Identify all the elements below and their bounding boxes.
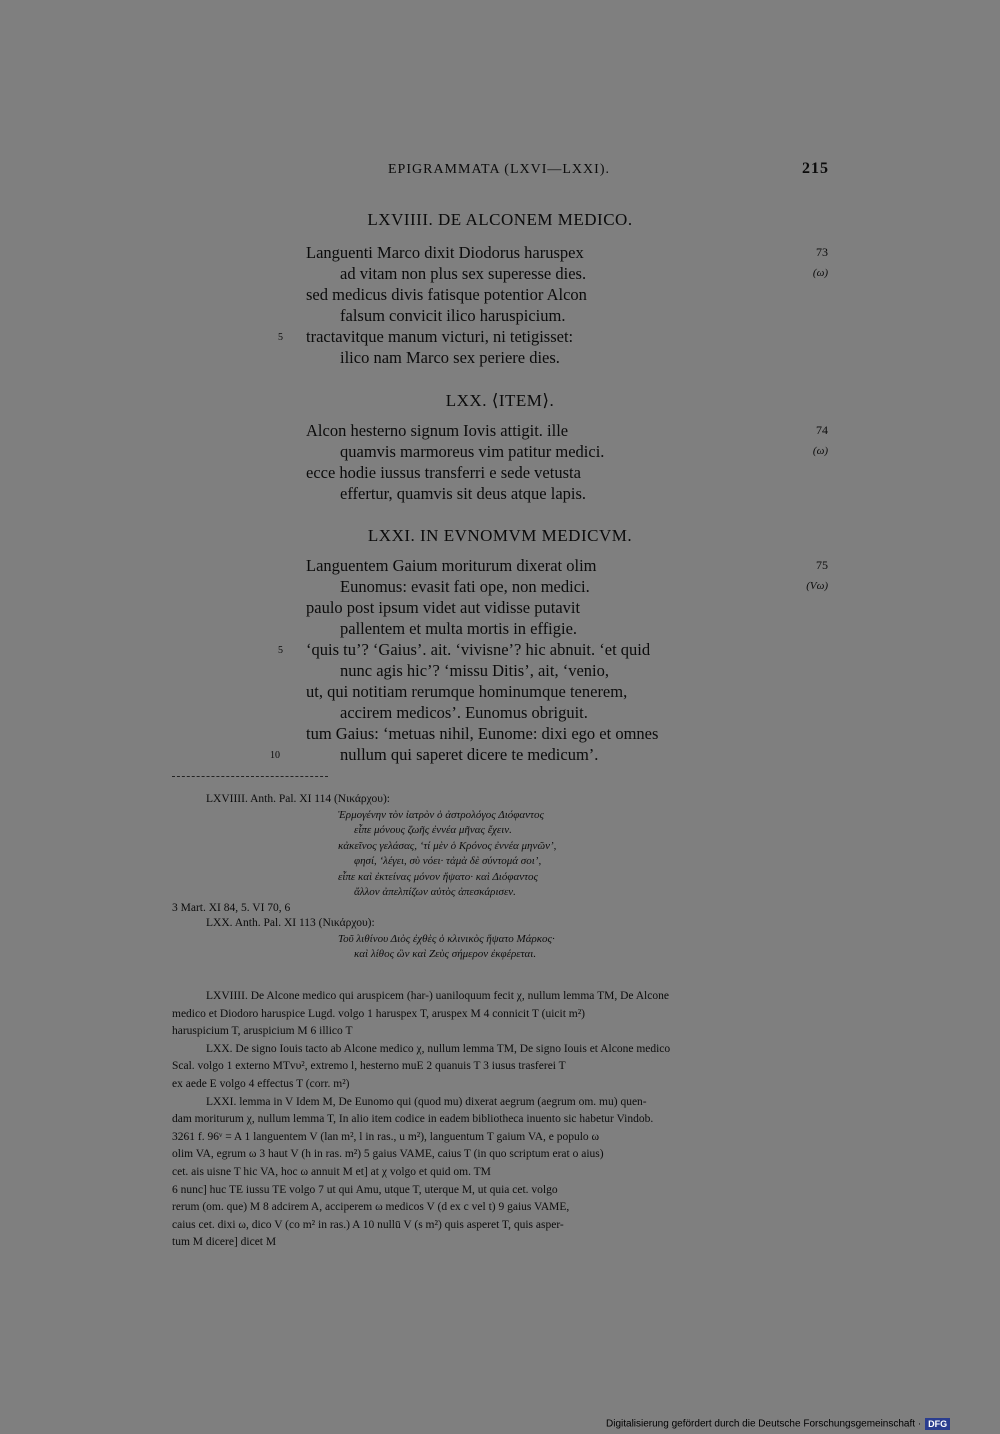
apparatus-line: cet. ais uisne T hic VA, hoc ω annuit M et] at χ volgo et quid om. TM — [172, 1165, 491, 1178]
testimonia-text: εἶπε καὶ ἐκτείνας μόνον ἥψατο· καὶ Διόφαντος — [338, 870, 539, 883]
testimonia-line — [0, 839, 1000, 855]
verse-text: Languentem Gaium moriturum dixerat olim — [306, 556, 597, 575]
verse-line — [0, 242, 1000, 263]
verse-line — [0, 618, 1000, 639]
verse-line — [0, 597, 1000, 618]
verse-line — [0, 305, 1000, 326]
testimonia-text: LXVIIII. Anth. Pal. XI 114 (Νικάρχου): — [206, 793, 390, 805]
verse-line — [0, 660, 1000, 681]
verse-line — [0, 284, 1000, 305]
poem-heading: LXXI. IN EVNOMVM MEDICVM. — [367, 526, 633, 545]
verse-text: paulo post ipsum videt aut vidisse putavit — [306, 598, 581, 617]
apparatus-line: dam moriturum χ, nullum lemma T, In alio item codice in eadem bibliotheca inuento sic habetur Vindob. — [172, 1113, 654, 1126]
verse-line — [0, 702, 1000, 723]
verse-text: tractavitque manum victuri, ni tetigisset: — [306, 327, 574, 346]
testimonia-text: 3 Mart. XI 84, 5. VI 70, 6 — [172, 901, 291, 914]
verse-line — [0, 347, 1000, 368]
epigram-number: 75 — [816, 558, 828, 572]
verse-line — [0, 326, 1000, 347]
verse-text: Alcon hesterno signum Iovis attigit. ille — [306, 421, 569, 440]
testimonia-line — [0, 932, 1000, 948]
verse-line — [0, 462, 1000, 483]
verse-line — [0, 723, 1000, 744]
verse-text: sed medicus divis fatisque potentior Alcon — [306, 285, 587, 304]
verse-line — [0, 576, 1000, 597]
verse-text: ilico nam Marco sex periere dies. — [340, 348, 560, 367]
verse-line — [0, 483, 1000, 504]
testimonia-text: καὶ λίθος ὢν καὶ Ζεὺς σήμερον ἐκφέρεται. — [354, 948, 537, 960]
verse-text: ecce hodie iussus transferri e sede vetusta — [306, 463, 581, 482]
testimonia-text: φησί, ‘λέγει, σὺ νόει· τἀμὰ δὲ σύντομά σοι’, — [354, 855, 542, 867]
testimonia-section — [0, 792, 1000, 963]
apparatus-line: LXVIIII. De Alcone medico qui aruspicem (har-) uaniloquum fecit χ, nullum lemma TM, De Alcone — [206, 990, 669, 1002]
apparatus-line: medico et Diodoro haruspice Lugd. volgo 1 haruspex T, aruspex M 4 connicit T (uicit m²) — [172, 1007, 585, 1020]
verse-line — [0, 639, 1000, 660]
testimonia-line — [0, 947, 1000, 963]
epigram-number: 73 — [816, 245, 828, 259]
verse-text: nunc agis hic’? ‘missu Ditis’, ait, ‘venio, — [340, 661, 609, 680]
line-number: 5 — [278, 645, 283, 656]
apparatus-line: olim VA, egrum ω 3 haut V (h in ras. m²) 5 gaius VAME, caius T (in quo scriptum erat o aius) — [172, 1148, 604, 1161]
epigram-number: 74 — [816, 423, 828, 437]
testimonia-line — [0, 901, 1000, 917]
verse-text: nullum qui saperet dicere te medicum’. — [340, 745, 599, 764]
line-number: 10 — [270, 750, 280, 761]
testimonia-text: Ἑρμογένην τὸν ἰατρὸν ὁ ἀστρολόγος Διόφαντος — [338, 808, 544, 821]
funding-footer — [606, 1418, 950, 1432]
apparatus-line: Scal. volgo 1 externo MTvυ², extremo l, hesterno muE 2 quanuis T 3 iusus trasferei T — [172, 1060, 566, 1073]
poem-heading: LXVIIII. DE ALCONEM MEDICO. — [367, 210, 633, 229]
testimonia-line — [0, 916, 1000, 932]
apparatus-line: LXX. De signo Iouis tacto ab Alcone medico χ, nullum lemma TM, De signo Iouis et Alcone medico — [206, 1042, 671, 1055]
testimonia-text: εἶπε μόνους ζωῆς ἐννέα μῆνας ἔχειν. — [354, 824, 512, 836]
verse-text: tum Gaius: ‘metuas nihil, Eunome: dixi ego et omnes — [306, 724, 659, 743]
apparatus-line: 3261 f. 96ᵛ = A 1 languentem V (lan m², l in ras., u m²), languentum T gaium VA, e populo ω — [172, 1130, 600, 1143]
verse-text: ut, qui notitiam rerumque hominumque tenerem, — [306, 682, 628, 701]
verse-text: pallentem et multa mortis in effigie. — [340, 619, 578, 638]
testimonia-line — [0, 885, 1000, 901]
verse-text: Eunomus: evasit fati ope, non medici. — [340, 577, 590, 596]
testimonia-line — [0, 823, 1000, 839]
apparatus-line: ex aede E volgo 4 effectus T (corr. m²) — [172, 1077, 350, 1090]
footnote-rule — [172, 776, 328, 777]
critical-apparatus — [172, 988, 830, 1252]
verse-text: effertur, quamvis sit deus atque lapis. — [340, 484, 587, 503]
verse-text: falsum convicit ilico haruspicium. — [340, 306, 566, 325]
testimonia-line — [0, 870, 1000, 886]
testimonia-line — [0, 792, 1000, 808]
apparatus-line: caius cet. dixi ω, dico V (co m² in ras.) A 10 nullū V (s m²) quis asperet T, quis asper- — [172, 1218, 564, 1231]
running-head-title: EPIGRAMMATA (LXVI—LXXI). — [388, 162, 610, 177]
verse-text: ‘quis tu’? ‘Gaius’. ait. ‘vivisne’? hic abnuit. ‘et quid — [306, 640, 651, 659]
testimonia-line — [0, 808, 1000, 824]
verse-line — [0, 555, 1000, 576]
poem-lxx — [0, 420, 1000, 504]
poem-lxxi — [0, 555, 1000, 765]
apparatus-line: rerum (om. que) M 8 adcirem A, acciperem ω medicos V (d ex c vel t) 9 gaius VAME, — [172, 1201, 570, 1214]
testimonia-text: ἄλλον ἀπελπίζων αὐτὸς ἀπεσκάρισεν. — [354, 886, 516, 898]
manuscript-siglum: (ω) — [812, 445, 828, 457]
verse-line — [0, 420, 1000, 441]
testimonia-text: LXX. Anth. Pal. XI 113 (Νικάρχου): — [206, 917, 375, 929]
poem-heading: LXX. ⟨ITEM⟩. — [445, 391, 555, 410]
verse-text: accirem medicos’. Eunomus obriguit. — [340, 703, 588, 722]
verse-line — [0, 441, 1000, 462]
testimonia-line — [0, 854, 1000, 870]
verse-text: quamvis marmoreus vim patitur medici. — [340, 442, 605, 461]
apparatus-line: LXXI. lemma in V Idem M, De Eunomo qui (quod mu) dixerat aegrum (aegrum om. mu) quen- — [206, 1095, 647, 1108]
line-number: 5 — [278, 332, 283, 343]
funding-note: Digitalisierung gefördert durch die Deutsche Forschungsgemeinschaft · — [606, 1418, 922, 1430]
verse-line — [0, 744, 1000, 765]
apparatus-line: 6 nunc] huc TE iussu TE volgo 7 ut qui Amu, utque T, uterque M, ut quia cet. volgo — [172, 1183, 558, 1196]
verse-line — [0, 263, 1000, 284]
manuscript-siglum: (ω) — [812, 267, 828, 279]
testimonia-text: Τοῦ λιθίνου Διὸς ἐχθὲς ὁ κλινικὸς ἥψατο Μάρκος· — [338, 932, 555, 945]
apparatus-line: tum M dicere] dicet M — [172, 1236, 277, 1249]
manuscript-siglum: (Vω) — [806, 580, 828, 592]
apparatus-line: haruspicium T, aruspicium M 6 illico T — [172, 1025, 353, 1038]
running-head — [0, 162, 1000, 182]
verse-line — [0, 681, 1000, 702]
verse-text: Languenti Marco dixit Diodorus haruspex — [306, 243, 584, 262]
page-number: 215 — [802, 160, 829, 177]
poem-lxviiii — [0, 242, 1000, 368]
dfg-logo: DFG — [925, 1418, 950, 1430]
testimonia-text: κἀκεῖνος γελάσας, ‘τί μὲν ὁ Κρόνος ἐννέα μηνῶν’, — [338, 839, 557, 852]
verse-text: ad vitam non plus sex superesse dies. — [340, 264, 587, 283]
